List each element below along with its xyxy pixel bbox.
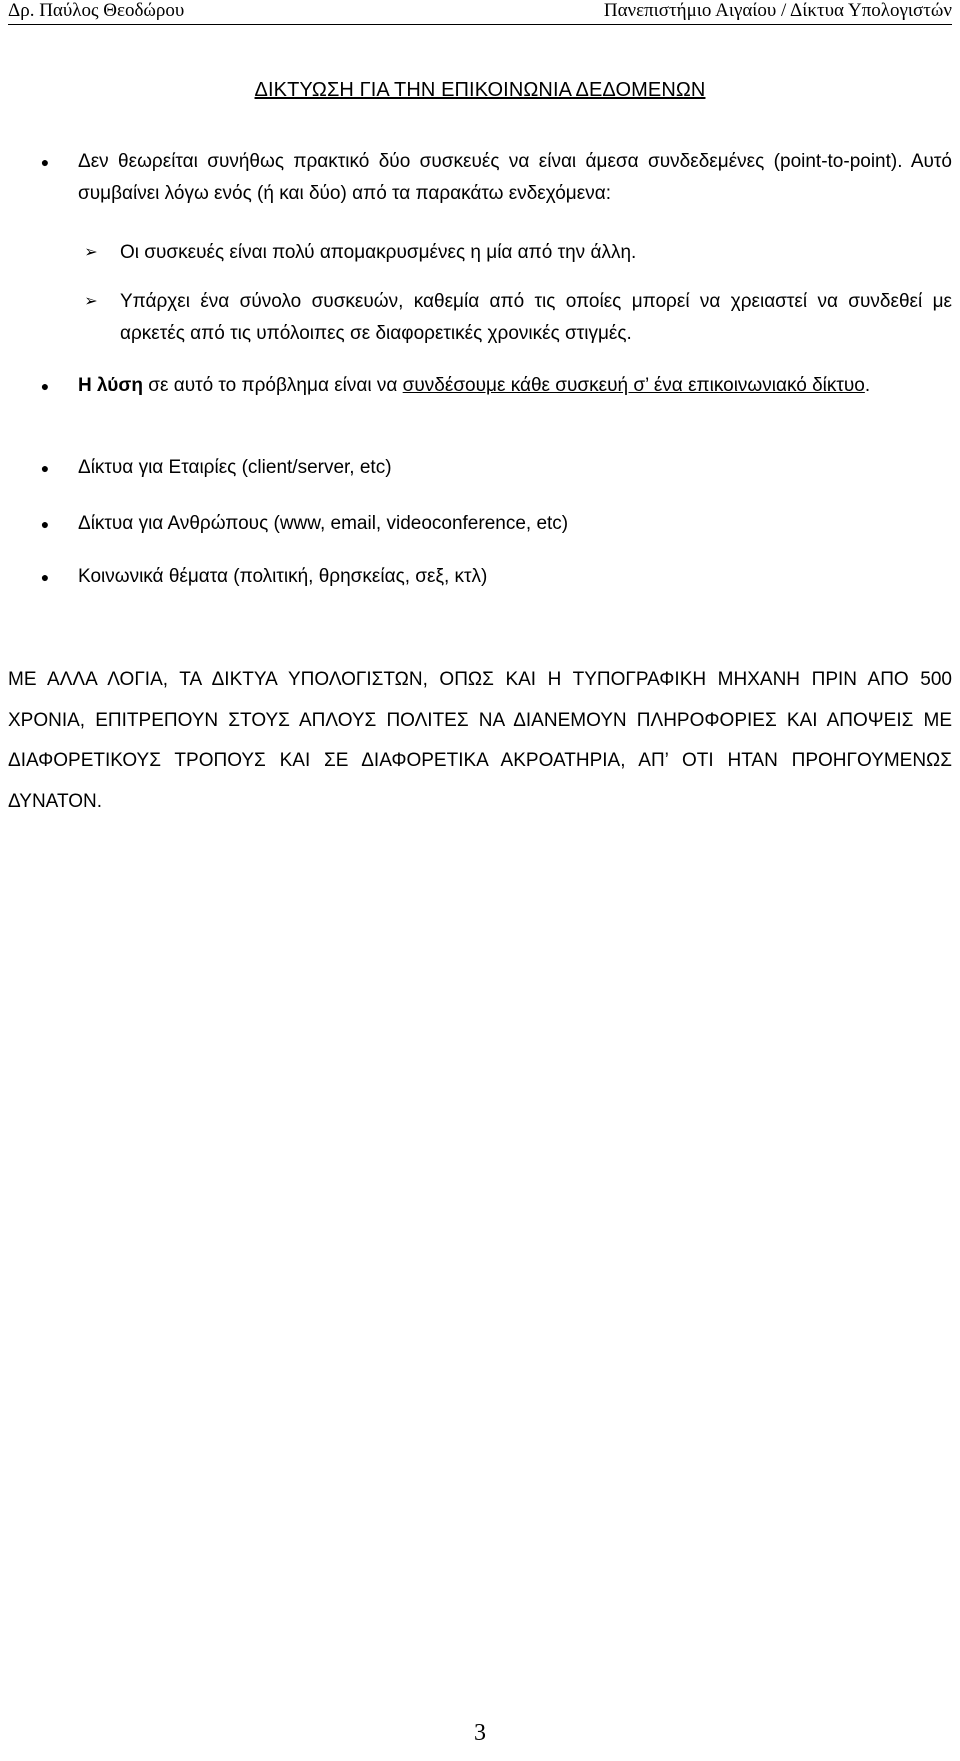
closing-paragraph: ΜΕ ΑΛΛΑ ΛΟΓΙΑ, ΤΑ ΔΙΚΤΥΑ ΥΠΟΛΟΓΙΣΤΩΝ, ΟΠΩΣ ΚΑΙ Η ΤΥΠΟΓΡΑΦΙΚΗ ΜΗΧΑΝΗ ΠΡΙΝ ΑΠΟ 500 ΧΡΟΝΙΑ, ΕΠΙΤΡΕΠΟΥΝ ΣΤΟΥΣ ΑΠΛΟΥΣ ΠΟΛΙΤΕΣ ΝΑ ΔΙΑΝΕΜΟΥΝ ΠΛΗΡΟΦΟΡΙΕΣ ΚΑΙ ΑΠΟΨΕΙΣ ΜΕ ΔΙΑΦΟΡΕΤΙΚΟΥΣ ΤΡΟΠΟΥΣ ΚΑΙ ΣΕ ΔΙΑΦΟΡΕΤΙΚΑ ΑΚΡΟΑΤΗΡΙΑ, ΑΠ’ ΟΤΙ ΗΤΑΝ ΠΡΟΗΓΟΥΜΕΝΩΣ ΔΥΝΑΤΟΝ. xyxy=(8,669,952,812)
list-item xyxy=(36,452,952,484)
header-course: Πανεπιστήμιο Αιγαίου / Δίκτυα Υπολογιστών xyxy=(603,0,952,21)
sub-item-text: Οι συσκευές είναι πολύ απομακρυσμένες η μία από την άλλη. xyxy=(120,242,637,263)
bullet-icon: ● xyxy=(40,569,50,585)
list-item-text: Κοινωνικά θέματα (πολιτική, θρησκείας, σεξ, κτλ) xyxy=(78,566,488,587)
sub-item-text: Υπάρχει ένα σύνολο συσκευών, καθεμία από τις οποίες μπορεί να χρειαστεί να συνδεθεί με αρκετές από τις υπόλοιπες σε διαφορετικές χρονικές στιγμές. xyxy=(120,291,952,344)
bullet-icon: ● xyxy=(40,516,50,532)
solution-bold: Η λύση xyxy=(78,375,143,396)
list-item xyxy=(36,561,952,593)
list-item-text: Δίκτυα για Ανθρώπους (www, email, videoconference, etc) xyxy=(78,513,569,534)
bullet-icon: ● xyxy=(40,460,50,476)
page-header xyxy=(8,0,952,25)
solution-end: . xyxy=(864,375,871,396)
list-item-text: Δίκτυα για Εταιρίες (client/server, etc) xyxy=(78,457,392,478)
bullet-icon: ● xyxy=(40,154,50,170)
header-author: Δρ. Παύλος Θεοδώρου xyxy=(8,0,185,21)
arrow-icon: ➢ xyxy=(84,244,98,261)
solution-underlined: συνδέσουμε κάθε συσκευή σ’ ένα επικοινωνιακό δίκτυο xyxy=(402,375,865,396)
sub-item xyxy=(82,237,952,269)
solution-text xyxy=(78,370,952,402)
sub-item xyxy=(82,286,952,350)
intro-bullet xyxy=(36,146,952,210)
intro-text: Δεν θεωρείται συνήθως πρακτικό δύο συσκευές να είναι άμεσα συνδεδεμένες (point-to-point). Αυτό συμβαίνει λόγω ενός (ή και δύο) από τα παρακάτω ενδεχόμενα: xyxy=(78,151,952,204)
arrow-icon: ➢ xyxy=(84,293,98,310)
solution-middle: σε αυτό το πρόβλημα είναι να xyxy=(142,375,403,396)
solution-bullet xyxy=(36,370,952,402)
bullet-icon: ● xyxy=(40,378,50,394)
page-number: 3 xyxy=(474,1720,486,1746)
page-heading: ΔΙΚΤΥΩΣΗ ΓΙΑ ΤΗΝ ΕΠΙΚΟΙΝΩΝΙΑ ΔΕΔΟΜΕΝΩΝ xyxy=(254,79,706,101)
list-item xyxy=(36,508,952,540)
